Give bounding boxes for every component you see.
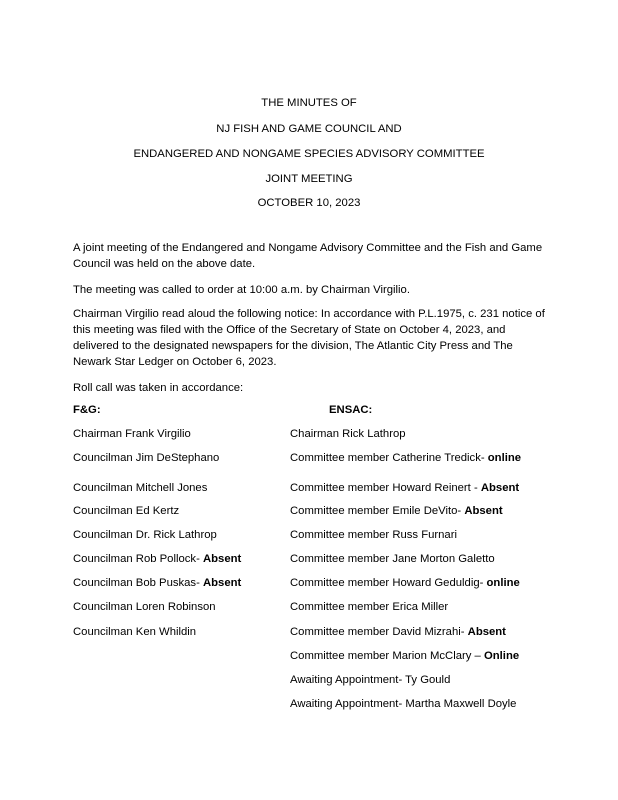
ensac-member: Committee member Erica Miller	[290, 601, 449, 613]
title-line-4: JOINT MEETING	[265, 173, 353, 185]
fg-member: Councilman Dr. Rick Lathrop	[73, 529, 217, 541]
status-absent: Absent	[464, 505, 503, 517]
status-online: online	[486, 577, 520, 589]
status-absent: Absent	[480, 482, 520, 494]
fg-member: Chairman Frank Virgilio	[73, 428, 191, 440]
status-absent: Absent	[202, 577, 242, 589]
ensac-member: Committee member David Mizrahi- Absent	[290, 626, 506, 638]
ensac-heading: ENSAC:	[329, 404, 373, 416]
title-line-3: ENDANGERED AND NONGAME SPECIES ADVISORY COMMITTEE	[133, 148, 485, 160]
title-line-2: NJ FISH AND GAME COUNCIL AND	[216, 123, 402, 135]
ensac-member: Committee member Emile DeVito- Absent	[290, 505, 503, 517]
ensac-member: Committee member Howard Reinert - Absent	[290, 482, 520, 494]
ensac-member: Awaiting Appointment- Martha Maxwell Doyle	[290, 698, 517, 710]
fg-member: Councilman Bob Puskas- Absent	[73, 577, 242, 589]
fg-member: Councilman Loren Robinson	[73, 601, 216, 613]
ensac-member: Committee member Howard Geduldig- online	[290, 577, 520, 589]
meeting-date: OCTOBER 10, 2023	[257, 197, 361, 209]
fg-member: Councilman Rob Pollock- Absent	[73, 553, 242, 565]
ensac-member: Committee member Russ Furnari	[290, 529, 457, 541]
intro-paragraph: A joint meeting of the Endangered and Nongame Advisory Committee and the Fish and Game Council was held on the above date.	[73, 242, 543, 270]
fg-member: Councilman Jim DeStephano	[73, 452, 220, 464]
call-to-order-paragraph: The meeting was called to order at 10:00 a.m. by Chairman Virgilio.	[73, 284, 410, 296]
fg-member: Councilman Ken Whildin	[73, 626, 197, 638]
ensac-member: Committee member Catherine Tredick- online	[290, 452, 522, 464]
ensac-member: Committee member Jane Morton Galetto	[290, 553, 495, 565]
ensac-member: Chairman Rick Lathrop	[290, 428, 406, 440]
ensac-member: Awaiting Appointment- Ty Gould	[290, 674, 451, 686]
roll-call-paragraph: Roll call was taken in accordance:	[73, 382, 244, 394]
status-absent: Absent	[467, 626, 506, 638]
notice-paragraph: Chairman Virgilio read aloud the following notice: In accordance with P.L.1975, c. 231 notice of this meeting was filed with the Office of the Secretary of State on October 4, 2023, and delivered to the designated newspapers for the division, The Atlantic City Press and The Newark Star Ledger on October 6, 2023.	[73, 308, 545, 368]
title-line-1: THE MINUTES OF	[261, 97, 357, 109]
fg-member: Councilman Mitchell Jones	[73, 482, 208, 494]
fg-heading: F&G:	[73, 404, 101, 416]
status-absent: Absent	[202, 553, 242, 565]
status-online: Online	[483, 650, 520, 662]
fg-member: Councilman Ed Kertz	[73, 505, 180, 517]
ensac-member: Committee member Marion McClary – Online	[290, 650, 520, 662]
status-online: online	[487, 452, 522, 464]
